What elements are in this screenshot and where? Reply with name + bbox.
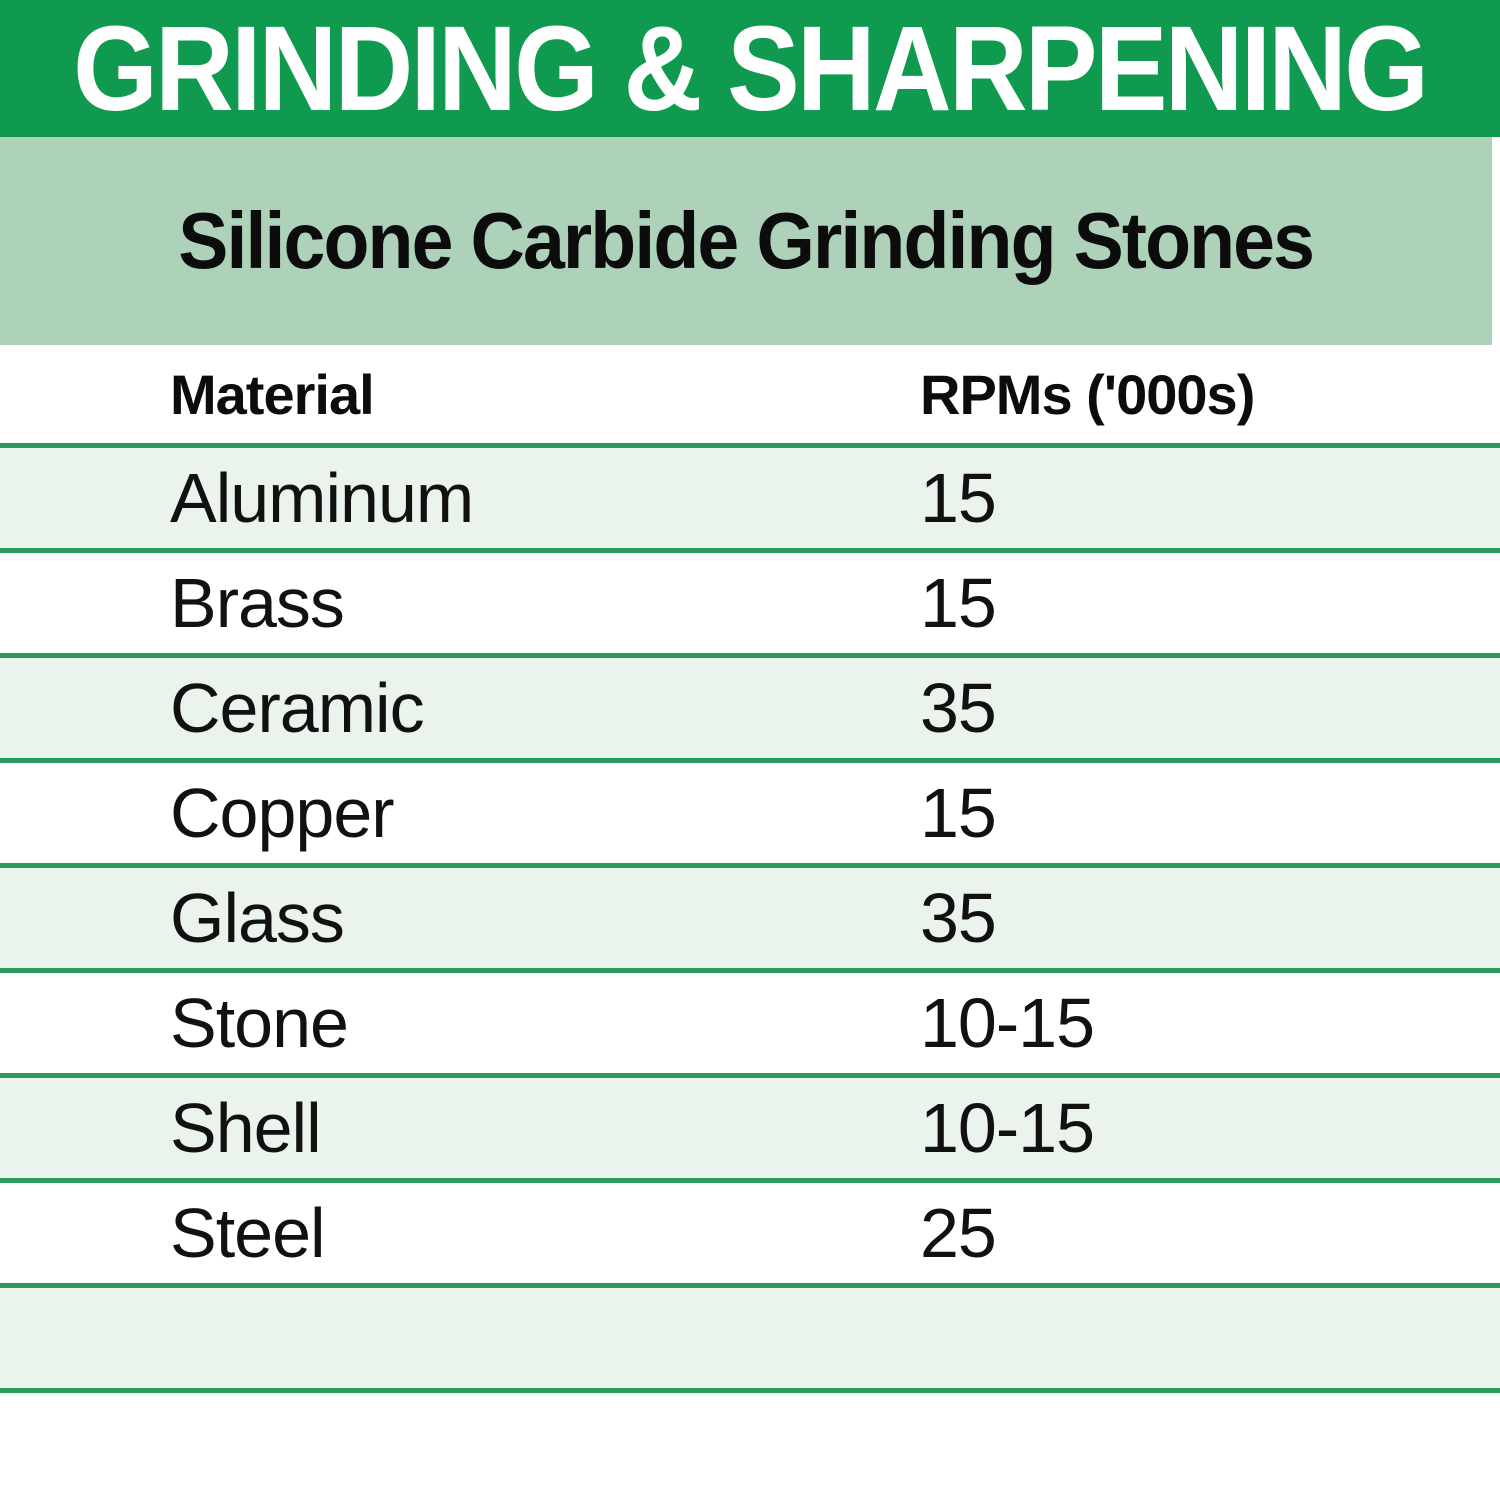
table-row xyxy=(0,1073,1500,1178)
material-cell: Copper xyxy=(170,774,394,852)
rpm-cell: 10-15 xyxy=(920,984,1095,1062)
rpm-cell: 10-15 xyxy=(920,1089,1095,1167)
title-banner xyxy=(0,0,1500,137)
subtitle-band xyxy=(0,137,1492,345)
column-header-rpms: RPMs ('000s) xyxy=(920,362,1255,426)
table-row xyxy=(0,653,1500,758)
table-body xyxy=(0,443,1500,1393)
rpm-cell: 35 xyxy=(920,669,996,747)
table-row xyxy=(0,863,1500,968)
rpm-cell: 15 xyxy=(920,459,996,537)
page-title: GRINDING & SHARPENING xyxy=(73,0,1427,136)
column-header-material: Material xyxy=(170,362,374,426)
material-cell: Brass xyxy=(170,564,344,642)
table-row xyxy=(0,548,1500,653)
material-cell: Ceramic xyxy=(170,669,424,747)
table-subtitle: Silicone Carbide Grinding Stones xyxy=(178,196,1314,285)
material-cell: Shell xyxy=(170,1089,321,1167)
material-cell: Steel xyxy=(170,1194,325,1272)
material-cell: Glass xyxy=(170,879,344,957)
table-row xyxy=(0,758,1500,863)
rpm-cell: 15 xyxy=(920,564,996,642)
table-row xyxy=(0,1178,1500,1283)
material-cell: Stone xyxy=(170,984,348,1062)
table-row xyxy=(0,968,1500,1073)
table-row xyxy=(0,443,1500,548)
rpm-cell: 35 xyxy=(920,879,996,957)
rpm-cell: 25 xyxy=(920,1194,996,1272)
rpm-cell: 15 xyxy=(920,774,996,852)
table-row xyxy=(0,1283,1500,1393)
table-header-row xyxy=(0,345,1500,443)
material-cell: Aluminum xyxy=(170,459,474,537)
